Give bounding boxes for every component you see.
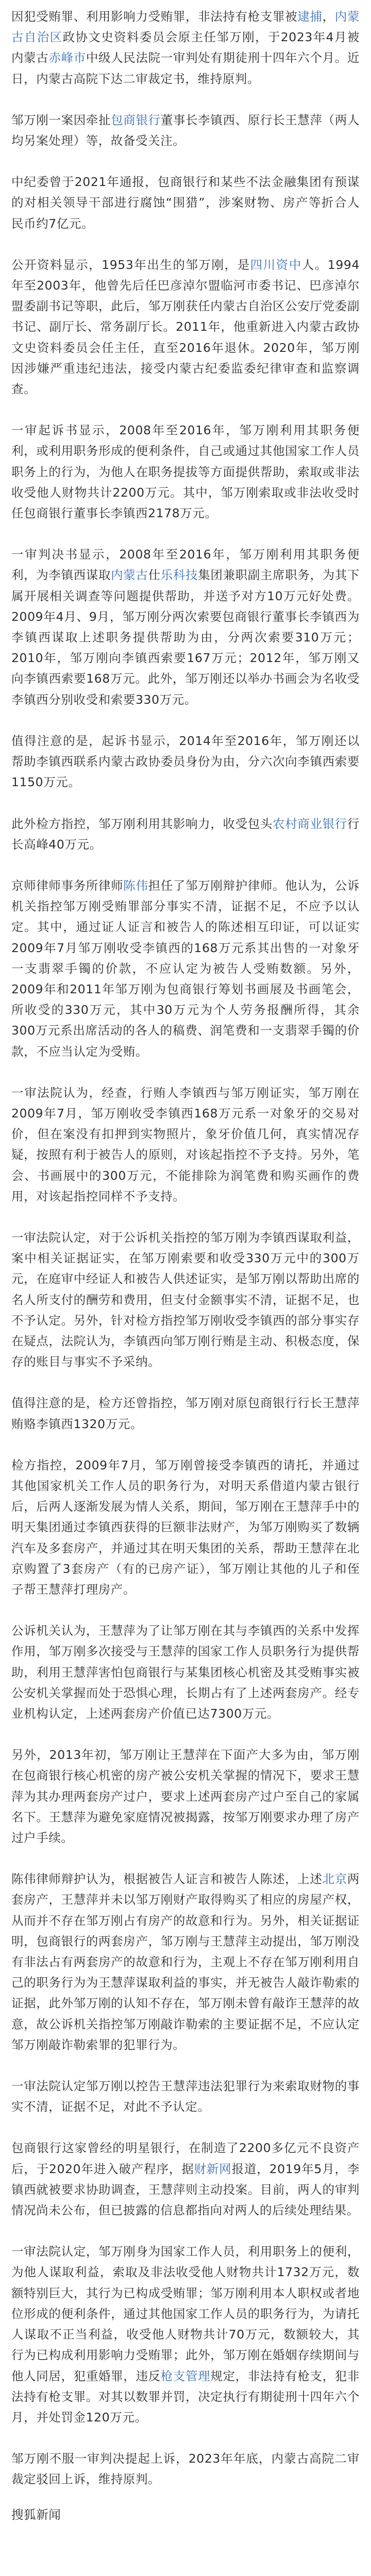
keyword-link[interactable]: 逮捕 xyxy=(297,9,323,24)
paragraph-text: 陈伟律师辩护认为，根据被告人证言和被告人陈述，上述 xyxy=(11,1872,323,1887)
keyword-link[interactable]: 财新网 xyxy=(194,2161,232,2176)
paragraph-text: 两套房产，王慧萍并未以邹万刚财产取得购买了相应的房屋产权，从而并不存在邹万刚占有房产的故意和行为。另外，相关证据证明，包商银行的两套房产，邹万刚与王慧萍主动提出，邹万刚没有非法占有两套房产的故意和行为，主观上不存在邹万刚利用自己的职务行为为王慧萍谋取利益的事实，并无被告人敲诈勒索的证据，此外邹万刚的认知不存在，邹万刚未曾有敲诈王慧萍的故意，故公诉机关指控邹万刚敲诈勒索的主要证据不足，不应认定邹万刚敲诈勒索罪的犯罪行为。 xyxy=(11,1872,360,2052)
article-paragraph xyxy=(11,2138,360,2221)
paragraph-text: 包商银行这家曾经的明星银行，在制造了2200多亿元不良资产后，于2020年进入破产程序，据 xyxy=(11,2141,360,2176)
article-paragraph xyxy=(11,110,360,151)
paragraph-text: 此外检方指控，邹万刚利用其影响力，收受包头 xyxy=(11,816,273,831)
paragraph-text: 公开资料显示，1953年出生的邹万刚，是 xyxy=(11,257,250,272)
paragraph-text: 值得注意的是，起诉书显示，2014年至2016年，邹万刚还以帮助李镇西联系内蒙古政协委员身份为由，分六次向李镇西索要1150万元。 xyxy=(11,733,360,790)
keyword-link[interactable]: 北京 xyxy=(322,1872,347,1887)
paragraph-text: 集团兼职副主席职务，为其下属开展相关调查等问题提供帮助，并送予对方10万元好处费。2009年4月、9月，邹万刚分两次索要包商银行董事长李镇西为李镇西谋取上述职务提供帮助为由，分两次索要310万元；2010年，邹万刚向李镇西索要167万元；2012年，邹万刚又向李镇西索要168万元。此外，邹万刚还以举办书画会为名收受李镇西分别收受和索要330万元。 xyxy=(11,568,360,707)
paragraph-text: 另外，2013年初，邹万刚让王慧萍在下面产大多为由，邹万刚在包商银行核心机密的房产被公安机关掌握的情况下，要求王慧萍为其办理两套房产过户，要求上述两套房产过户至自己的家属名下。王慧萍为避免家庭情况被揭露，按邹万刚要求办理了房产过户手续。 xyxy=(11,1748,360,1845)
paragraph-text: 因犯受贿罪、利用影响力受贿罪，非法持有枪支罪被 xyxy=(11,9,298,24)
article-paragraph xyxy=(11,2241,360,2428)
paragraph-text: 公诉机关认为，王慧萍为了让邹万刚在其与李镇西的关系中发挥作用，邹万刚多次接受与王慧萍的国家工作人员职务行为提供帮助，利用王慧萍害怕包商银行与某集团核心机密及其受贿事实被公安机关掌握而处于恐惧心理，长期占有了上述两套房产。经专业机构认定，上述两套房产价值已达7300万元。 xyxy=(11,1623,360,1721)
paragraph-text: 政协文史资料委员会原主任邹万刚，于2023年4月被内蒙古 xyxy=(11,30,360,65)
article-paragraph xyxy=(11,1869,360,2055)
paragraph-text: 一审法院认定，对于公诉机关指控的邹万刚为李镇西谋取利益，案中相关证据证实，在邹万刚索要和收受330万元中的300万元，在庭审中经证人和被告人供述证实，是邹万刚以帮助出席的名人所支付的酬劳和费用，但支付金额事实不清，证据不足，也不予认定。另外，针对检方指控邹万刚收受李镇西的部分事实存在疑点，法院认为，李镇西向邹万刚行贿是主动、积极态度，保存的账目与事实不予采纳。 xyxy=(11,1230,360,1369)
keyword-link[interactable]: 农村商业银行 xyxy=(273,816,347,831)
paragraph-text: 报道，2019年5月，李镇西就被要求协助调查，王慧萍则主动投案。目前，两人的审判情况尚未公布，但已披露的信息都指向对两人的后续处理结果。 xyxy=(11,2161,360,2218)
article-paragraphs xyxy=(11,6,360,2490)
paragraph-text: 值得注意的是，检方还曾指控，邹万刚对原包商银行行长王慧萍贿赂李镇西1320万元。 xyxy=(11,1396,360,1431)
keyword-link[interactable]: 赤峰市 xyxy=(48,50,86,65)
article-paragraph xyxy=(11,420,360,523)
paragraph-text: 行长高峰40万元。 xyxy=(11,816,360,852)
article-paragraph xyxy=(11,875,360,1062)
paragraph-text: 中纪委曾于2021年通报，包商银行和某些不法金融集团有预谋的对相关领导干部进行腐蚀“围猎”，涉案财物、房产等折合人民币约7亿元。 xyxy=(11,175,360,231)
paragraph-text: 担任了邹万刚辩护律师。他认为，公诉机关指控邹万刚受贿罪部分事实不清，证据不足，不应予以认定。其中，通过证人证言和被告人的陈述相互印证，可以证实2009年7月邹万刚收受李镇西的168万元系其出售的一对象牙一支翡翠手镯的价款，不应认定为被告人受贿数额。另外，2009年和2011年邹万刚为包商银行筹划书画展及书画笔会，所收受的330万元，其中30万元为个人劳务报酬所得，其余300万元系出席活动的各人的稿费、润笔费和一支翡翠手镯的价款，不应当认定为受贿。 xyxy=(11,878,360,1059)
paragraph-text: 邹万刚不服一审判决提起上诉，2023年年底，内蒙古高院二审裁定驳回上诉，维持原判。 xyxy=(11,2451,360,2487)
article-paragraph xyxy=(11,6,360,89)
paragraph-text: 仕 xyxy=(148,568,161,583)
paragraph-text: 中级人民法院一审判处有期徒刑十四年六个月。近日，内蒙古高院下达二审裁定书，维持原判。 xyxy=(11,50,360,86)
paragraph-text: 一审判决书显示，2008年至2016年，邹万刚利用其职务便利，为李镇西谋取 xyxy=(11,547,360,583)
article-paragraph xyxy=(11,1455,360,1600)
article-paragraph xyxy=(11,814,360,855)
keyword-link[interactable]: 陈伟 xyxy=(123,878,148,893)
paragraph-text: 一审起诉书显示，2008年至2016年，邹万刚利用其职务便利，或利用职务形成的便利条件，自己或通过其他国家工作人员职务上的行为，为他人在职务提拔等方面提供帮助，索取或非法收受他人财物共计2200万元。其中，邹万刚索取或非法收受时任包商银行董事长李镇西2178万元。 xyxy=(11,423,360,521)
article-paragraph xyxy=(11,1082,360,1207)
paragraph-text: 一审法院认为，经查，行贿人李镇西与邹万刚证实，邹万刚在2009年7月，邹万刚收受李镇西168万元系一对象牙的交易对价，但在案没有扣押到实物照片，象牙价值几何，真实情况存疑，按照有利于被告人的原则，对该起指控不予支持。另外，笔会、书画展中的300万元，不能排除为润笔费和购买画作的费用，对该起指控同样不予支持。 xyxy=(11,1085,360,1204)
keyword-link[interactable]: 科技 xyxy=(173,568,198,583)
article-paragraph xyxy=(11,172,360,234)
paragraph-text: 邹万刚一案因牵扯 xyxy=(11,112,111,127)
article-paragraph xyxy=(11,1227,360,1372)
keyword-link[interactable]: 乐 xyxy=(160,568,173,583)
article-paragraph xyxy=(11,544,360,710)
paragraph-text: 董事长李镇西、原行长王慧萍（两人均另案处理）等，故备受关注。 xyxy=(11,112,360,148)
keyword-link[interactable]: 四川资中 xyxy=(250,257,302,272)
keyword-link[interactable]: 包商银行 xyxy=(111,112,161,127)
article-paragraph xyxy=(11,2076,360,2117)
news-source: 搜狐新闻 xyxy=(11,2507,61,2522)
paragraph-text: 人。1994年至2003年，他曾先后任巴彦淖尔盟临河市委书记、巴彦淖尔盟委副书记等职，此后，邹万刚获任内蒙古自治区公安厅党委副书记、副厅长、常务副厅长。2011年，他重新进入内蒙古政协文史资料委员会任主任，直至2016年退休。2020年，邹万刚因涉嫌严重违纪违法，接受内蒙古纪委监委纪律审查和监察调查。 xyxy=(11,257,360,397)
paragraph-text: 京师律师事务所律师 xyxy=(11,878,124,893)
article-paragraph xyxy=(11,2448,360,2489)
article-paragraph xyxy=(11,255,360,399)
paragraph-text: 检方指控，2009年7月，邹万刚曾接受李镇西的请托，并通过其他国家机关工作人员的职务行为，对明天系借道内蒙古银行后，后两人逐渐发展为情人关系，期间，邹万刚在王慧萍手中的明天集团通过李镇西获得的巨额非法财产，为邹万刚购买了数辆汽车及多套房产，并通过其在明天集团的关系，帮助王慧萍在北京购置了3套房产（有的已房产证），邹万刚让其他的儿子和侄子帮王慧萍打理房产。 xyxy=(11,1458,360,1597)
paragraph-text: 规定，非法持有枪支，犯非法持有枪支罪。对其以数罪并罚，决定执行有期徒刑十四年六个月，并处罚金120万元。 xyxy=(11,2368,360,2425)
article-paragraph xyxy=(11,731,360,793)
keyword-link[interactable]: 内蒙古 xyxy=(111,568,148,583)
keyword-link[interactable]: 内蒙古自治区 xyxy=(11,9,360,45)
article-paragraph xyxy=(11,1744,360,1848)
keyword-link[interactable]: 枪支管理 xyxy=(160,2368,211,2383)
article-paragraph xyxy=(11,1393,360,1434)
paragraph-text: ， xyxy=(322,9,335,24)
paragraph-text: 一审法院认定，邹万刚身为国家工作人员，利用职务上的便利，为他人谋取利益，索取及非法收受他人财物共计1732万元，数额特别巨大，其行为已构成受贿罪；邹万刚利用本人职权或者地位形成的便利条件，通过其他国家工作人员的职务行为，为请托人谋取不正当利益，收受他人财物共计70万元，数额较大，其行为已构成利用影响力受贿罪；此外，邹万刚在婚姻存续期间与他人同居，犯重婚罪，违反 xyxy=(11,2244,360,2383)
paragraph-text: 一审法院认定邹万刚以控告王慧萍违法犯罪行为来索取财物的事实不清，证据不足，对此不予认定。 xyxy=(11,2079,360,2114)
article-paragraph xyxy=(11,1620,360,1724)
